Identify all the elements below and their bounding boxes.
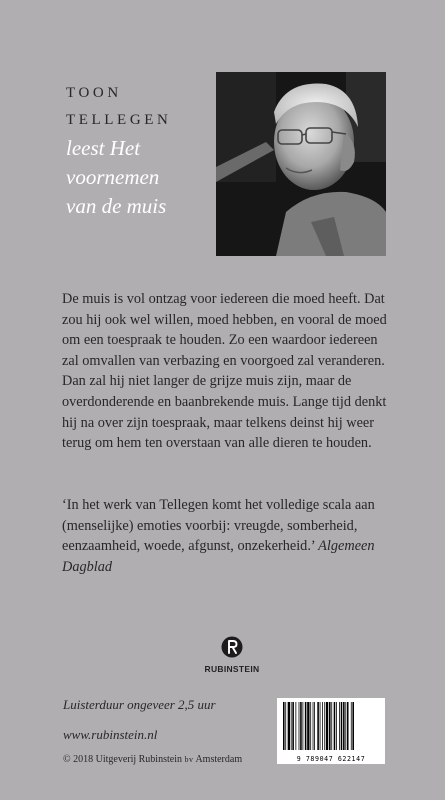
- barcode-bar: [285, 702, 286, 750]
- barcode-bar: [334, 702, 336, 750]
- isbn-barcode: [277, 698, 385, 764]
- barcode-bar: [352, 702, 354, 750]
- book-title-line: voornemen: [66, 165, 160, 189]
- barcode-bars: [282, 702, 380, 750]
- barcode-bar: [291, 702, 292, 750]
- author-photo: [216, 72, 386, 256]
- barcode-bar: [299, 702, 300, 750]
- barcode-bar: [329, 702, 331, 750]
- barcode-bar: [343, 702, 345, 750]
- barcode-bar: [351, 702, 352, 750]
- quote-text: ‘In het werk van Tellegen komt het volledige scala aan (menselijke) emoties voorbij: vreugde, somberheid, eenzaamheid, woede, afgunst, onzekerheid.’: [62, 497, 375, 555]
- copyright-line: [63, 754, 242, 765]
- author-portrait-image: [216, 72, 386, 256]
- barcode-bar: [341, 702, 343, 750]
- barcode-bar: [347, 702, 349, 750]
- barcode-bar: [305, 702, 307, 750]
- quote-source: Algemeen Dagblad: [62, 538, 375, 575]
- barcode-bar: [300, 702, 302, 750]
- isbn-number: 9 789047 622147: [296, 755, 366, 763]
- book-title: [66, 134, 216, 221]
- press-quote: [62, 495, 392, 577]
- copyright-prefix: © 2018 Uitgeverij Rubinstein: [63, 754, 182, 765]
- copyright-bv: bv: [184, 755, 194, 764]
- barcode-bar: [283, 702, 285, 750]
- barcode-bar: [303, 702, 304, 750]
- rubinstein-r-logo-icon: [221, 636, 243, 658]
- author-name-last: TELLEGEN: [66, 112, 172, 128]
- publisher-website: www.rubinstein.nl: [63, 727, 158, 742]
- barcode-bar: [317, 702, 319, 750]
- book-description: De muis is vol ontzag voor iedereen die moed heeft. Dat zou hij ook wel willen, moed hebben, en vooral de moed om een toespraak te houden. Zo een waardoor iedereen zal omvallen van verbazing en voorgoed zal veranderen. Dan zal hij niet langer de grijze muis zijn, maar de overdonderende en baanbrekende muis. Lange tijd denkt hij na over zijn toespraak, maar telkens deinst hij weer terug om hem ten overstaan van alle dieren te houden.: [62, 291, 387, 452]
- barcode-bar: [322, 702, 323, 750]
- barcode-bar: [310, 702, 311, 750]
- barcode-bar: [324, 702, 325, 750]
- book-title-line: van de muis: [66, 194, 167, 218]
- book-title-line: leest Het: [66, 136, 141, 160]
- barcode-bar: [313, 702, 314, 750]
- barcode-bar: [307, 702, 309, 750]
- copyright-city: Amsterdam: [195, 754, 243, 765]
- publisher-logo: [202, 636, 262, 674]
- publisher-name: RUBINSTEIN: [204, 664, 260, 674]
- barcode-bar: [288, 702, 290, 750]
- author-name-first: TOON: [66, 85, 122, 101]
- barcode-bar: [331, 702, 332, 750]
- listening-duration: Luisterduur ongeveer 2,5 uur: [63, 697, 216, 712]
- barcode-bar: [326, 702, 328, 750]
- barcode-bar: [320, 702, 321, 750]
- barcode-bar: [336, 702, 337, 750]
- barcode-bar: [292, 702, 294, 750]
- title-block: [66, 80, 216, 221]
- barcode-bar: [345, 702, 346, 750]
- barcode-bar: [314, 702, 315, 750]
- barcode-bar: [295, 702, 296, 750]
- barcode-bar: [339, 702, 340, 750]
